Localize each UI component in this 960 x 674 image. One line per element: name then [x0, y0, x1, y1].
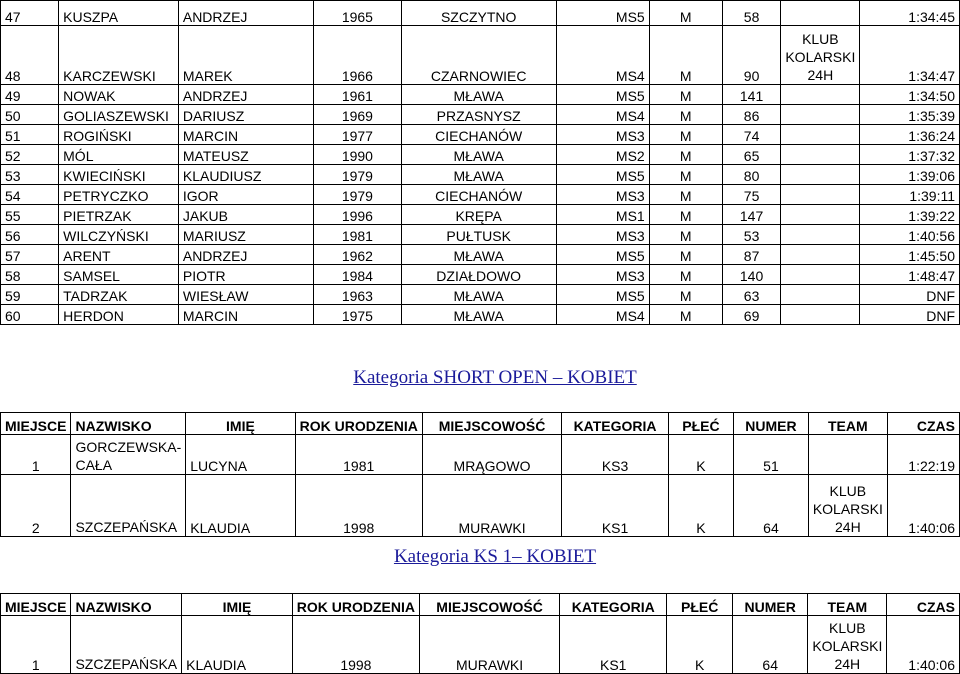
table-row	[1, 616, 960, 674]
table-row	[1, 225, 960, 245]
table-row	[1, 85, 960, 105]
cell-team	[781, 145, 860, 165]
cell-sex: M	[649, 105, 722, 125]
cell-number: 64	[733, 616, 808, 674]
cell-birth-year: 1981	[314, 225, 401, 245]
cell-surname: GORCZEWSKA-CAŁA	[71, 435, 186, 475]
header-town: MIEJSCOWOŚĆ	[422, 413, 561, 435]
cell-number: 53	[722, 225, 781, 245]
table-row	[1, 285, 960, 305]
cell-time: DNF	[860, 285, 960, 305]
cell-sex: K	[667, 616, 733, 674]
header-place: MIEJSCE	[1, 413, 71, 435]
header-sex: PŁEĆ	[668, 413, 733, 435]
cell-name: MARCIN	[178, 125, 313, 145]
cell-category: MS2	[556, 145, 649, 165]
table-header-row	[1, 594, 960, 616]
cell-team	[781, 85, 860, 105]
cell-team	[781, 265, 860, 285]
cell-sex: M	[649, 225, 722, 245]
cell-category: KS1	[560, 616, 667, 674]
cell-surname: ARENT	[59, 245, 179, 265]
cell-name: ANDRZEJ	[178, 1, 313, 26]
cell-sex: M	[649, 125, 722, 145]
cell-team: KLUB KOLARSKI 24H	[781, 26, 860, 85]
cell-place: 55	[1, 205, 59, 225]
cell-birth-year: 1979	[314, 185, 401, 205]
cell-number: 86	[722, 105, 781, 125]
cell-birth-year: 1961	[314, 85, 401, 105]
cell-sex: M	[649, 165, 722, 185]
cell-time: 1:40:06	[887, 616, 960, 674]
cell-town: MŁAWA	[401, 85, 556, 105]
cell-place: 58	[1, 265, 59, 285]
cell-number: 140	[722, 265, 781, 285]
cell-time: 1:34:45	[860, 1, 960, 26]
category-title-ks1: Kategoria KS 1– KOBIET	[393, 546, 597, 567]
cell-category: MS5	[556, 85, 649, 105]
cell-time: 1:48:47	[860, 265, 960, 285]
cell-surname: SZCZEPAŃSKA	[71, 475, 186, 537]
cell-number: 58	[722, 1, 781, 26]
cell-category: MS4	[556, 305, 649, 325]
category-title-short-open: Kategoria SHORT OPEN – KOBIET	[353, 367, 637, 388]
cell-number: 75	[722, 185, 781, 205]
cell-sex: M	[649, 305, 722, 325]
header-sex: PŁEĆ	[667, 594, 733, 616]
cell-birth-year: 1963	[314, 285, 401, 305]
table-row	[1, 475, 960, 537]
header-time: CZAS	[887, 594, 960, 616]
cell-place: 1	[1, 616, 71, 674]
cell-number: 80	[722, 165, 781, 185]
cell-time: 1:40:56	[860, 225, 960, 245]
cell-town: KRĘPA	[401, 205, 556, 225]
cell-place: 52	[1, 145, 59, 165]
cell-birth-year: 1965	[314, 1, 401, 26]
cell-birth-year: 1984	[314, 265, 401, 285]
cell-town: MŁAWA	[401, 285, 556, 305]
cell-time: 1:34:50	[860, 85, 960, 105]
cell-name: MAREK	[178, 26, 313, 85]
cell-category: KS1	[562, 475, 669, 537]
cell-place: 60	[1, 305, 59, 325]
cell-surname: SAMSEL	[59, 265, 179, 285]
cell-category: MS5	[556, 285, 649, 305]
cell-team	[781, 225, 860, 245]
cell-place: 50	[1, 105, 59, 125]
cell-surname: PETRYCZKO	[59, 185, 179, 205]
cell-team	[781, 305, 860, 325]
cell-sex: M	[649, 265, 722, 285]
header-birth-year: ROK URODZENIA	[295, 413, 422, 435]
cell-category: MS1	[556, 205, 649, 225]
cell-sex: M	[649, 26, 722, 85]
header-birth-year: ROK URODZENIA	[292, 594, 419, 616]
cell-sex: M	[649, 145, 722, 165]
cell-birth-year: 1990	[314, 145, 401, 165]
cell-name: LUCYNA	[186, 435, 295, 475]
header-number: NUMER	[733, 594, 808, 616]
header-category: KATEGORIA	[562, 413, 669, 435]
cell-town: PRZASNYSZ	[401, 105, 556, 125]
header-place: MIEJSCE	[1, 594, 71, 616]
table-row	[1, 435, 960, 475]
cell-category: KS3	[562, 435, 669, 475]
cell-time: 1:22:19	[887, 435, 959, 475]
cell-place: 54	[1, 185, 59, 205]
table-row	[1, 26, 960, 85]
cell-place: 1	[1, 435, 71, 475]
cell-birth-year: 1981	[295, 435, 422, 475]
cell-surname: TADRZAK	[59, 285, 179, 305]
cell-team: KLUB KOLARSKI 24H	[808, 475, 887, 537]
cell-name: JAKUB	[178, 205, 313, 225]
cell-number: 147	[722, 205, 781, 225]
cell-category: MS3	[556, 225, 649, 245]
cell-number: 141	[722, 85, 781, 105]
table-row	[1, 145, 960, 165]
header-time: CZAS	[887, 413, 959, 435]
header-team: TEAM	[808, 594, 887, 616]
cell-surname: SZCZEPAŃSKA	[71, 616, 182, 674]
cell-sex: M	[649, 285, 722, 305]
cell-category: MS5	[556, 1, 649, 26]
cell-place: 51	[1, 125, 59, 145]
cell-birth-year: 1975	[314, 305, 401, 325]
cell-team	[781, 125, 860, 145]
table-row	[1, 305, 960, 325]
cell-number: 69	[722, 305, 781, 325]
cell-category: MS4	[556, 105, 649, 125]
table-row	[1, 105, 960, 125]
cell-surname: MÓL	[59, 145, 179, 165]
cell-town: MŁAWA	[401, 145, 556, 165]
cell-sex: M	[649, 245, 722, 265]
cell-town: MŁAWA	[401, 245, 556, 265]
cell-team	[781, 205, 860, 225]
cell-number: 74	[722, 125, 781, 145]
cell-birth-year: 1962	[314, 245, 401, 265]
cell-surname: WILCZYŃSKI	[59, 225, 179, 245]
table-row	[1, 165, 960, 185]
cell-surname: KARCZEWSKI	[59, 26, 179, 85]
cell-team	[781, 1, 860, 26]
table-row	[1, 1, 960, 26]
header-name: IMIĘ	[186, 413, 295, 435]
cell-name: WIESŁAW	[178, 285, 313, 305]
cell-birth-year: 1996	[314, 205, 401, 225]
cell-sex: M	[649, 205, 722, 225]
cell-name: KLAUDIA	[186, 475, 295, 537]
cell-surname: GOLIASZEWSKI	[59, 105, 179, 125]
cell-town: MURAWKI	[422, 475, 561, 537]
cell-town: CIECHANÓW	[401, 125, 556, 145]
cell-number: 51	[734, 435, 809, 475]
cell-name: IGOR	[178, 185, 313, 205]
cell-birth-year: 1966	[314, 26, 401, 85]
cell-sex: M	[649, 1, 722, 26]
cell-name: KLAUDIA	[182, 616, 293, 674]
cell-number: 65	[722, 145, 781, 165]
cell-town: PUŁTUSK	[401, 225, 556, 245]
cell-place: 53	[1, 165, 59, 185]
cell-team	[781, 105, 860, 125]
cell-town: CIECHANÓW	[401, 185, 556, 205]
cell-sex: M	[649, 185, 722, 205]
cell-team	[781, 165, 860, 185]
cell-name: ANDRZEJ	[178, 85, 313, 105]
cell-surname: KWIECIŃSKI	[59, 165, 179, 185]
cell-birth-year: 1977	[314, 125, 401, 145]
cell-number: 87	[722, 245, 781, 265]
cell-place: 47	[1, 1, 59, 26]
header-name: IMIĘ	[182, 594, 293, 616]
cell-time: DNF	[860, 305, 960, 325]
cell-category: MS5	[556, 165, 649, 185]
cell-place: 48	[1, 26, 59, 85]
results-table-men	[0, 0, 960, 325]
cell-name: ANDRZEJ	[178, 245, 313, 265]
cell-place: 59	[1, 285, 59, 305]
cell-surname: HERDON	[59, 305, 179, 325]
cell-number: 63	[722, 285, 781, 305]
cell-name: PIOTR	[178, 265, 313, 285]
cell-time: 1:39:22	[860, 205, 960, 225]
cell-team: KLUB KOLARSKI 24H	[808, 616, 887, 674]
cell-time: 1:34:47	[860, 26, 960, 85]
cell-category: MS3	[556, 125, 649, 145]
results-table-short-open-women	[0, 412, 960, 537]
cell-time: 1:39:11	[860, 185, 960, 205]
header-town: MIEJSCOWOŚĆ	[420, 594, 560, 616]
header-team: TEAM	[808, 413, 887, 435]
header-number: NUMER	[734, 413, 809, 435]
cell-birth-year: 1969	[314, 105, 401, 125]
cell-town: MURAWKI	[420, 616, 560, 674]
header-surname: NAZWISKO	[71, 594, 182, 616]
cell-number: 90	[722, 26, 781, 85]
cell-time: 1:40:06	[887, 475, 959, 537]
cell-time: 1:39:06	[860, 165, 960, 185]
cell-town: MŁAWA	[401, 165, 556, 185]
cell-name: KLAUDIUSZ	[178, 165, 313, 185]
cell-name: MARCIN	[178, 305, 313, 325]
cell-team	[808, 435, 887, 475]
cell-category: MS5	[556, 245, 649, 265]
results-table-ks1-women	[0, 593, 960, 674]
table-row	[1, 265, 960, 285]
cell-name: MATEUSZ	[178, 145, 313, 165]
cell-sex: M	[649, 85, 722, 105]
cell-team	[781, 185, 860, 205]
cell-place: 2	[1, 475, 71, 537]
header-category: KATEGORIA	[560, 594, 667, 616]
cell-town: MŁAWA	[401, 305, 556, 325]
cell-team	[781, 245, 860, 265]
cell-surname: ROGIŃSKI	[59, 125, 179, 145]
cell-sex: K	[668, 475, 733, 537]
cell-birth-year: 1979	[314, 165, 401, 185]
cell-town: MRĄGOWO	[422, 435, 561, 475]
table-header-row	[1, 413, 960, 435]
cell-name: DARIUSZ	[178, 105, 313, 125]
cell-sex: K	[668, 435, 733, 475]
cell-place: 57	[1, 245, 59, 265]
cell-surname: KUSZPA	[59, 1, 179, 26]
table-row	[1, 245, 960, 265]
cell-team	[781, 285, 860, 305]
cell-place: 49	[1, 85, 59, 105]
table-row	[1, 205, 960, 225]
table-row	[1, 125, 960, 145]
cell-birth-year: 1998	[292, 616, 419, 674]
cell-category: MS3	[556, 265, 649, 285]
cell-town: SZCZYTNO	[401, 1, 556, 26]
cell-time: 1:37:32	[860, 145, 960, 165]
cell-time: 1:45:50	[860, 245, 960, 265]
cell-time: 1:36:24	[860, 125, 960, 145]
cell-town: CZARNOWIEC	[401, 26, 556, 85]
cell-time: 1:35:39	[860, 105, 960, 125]
cell-category: MS3	[556, 185, 649, 205]
cell-surname: PIETRZAK	[59, 205, 179, 225]
cell-surname: NOWAK	[59, 85, 179, 105]
cell-birth-year: 1998	[295, 475, 422, 537]
cell-town: DZIAŁDOWO	[401, 265, 556, 285]
header-surname: NAZWISKO	[71, 413, 186, 435]
cell-number: 64	[734, 475, 809, 537]
table-row	[1, 185, 960, 205]
cell-place: 56	[1, 225, 59, 245]
cell-name: MARIUSZ	[178, 225, 313, 245]
cell-category: MS4	[556, 26, 649, 85]
